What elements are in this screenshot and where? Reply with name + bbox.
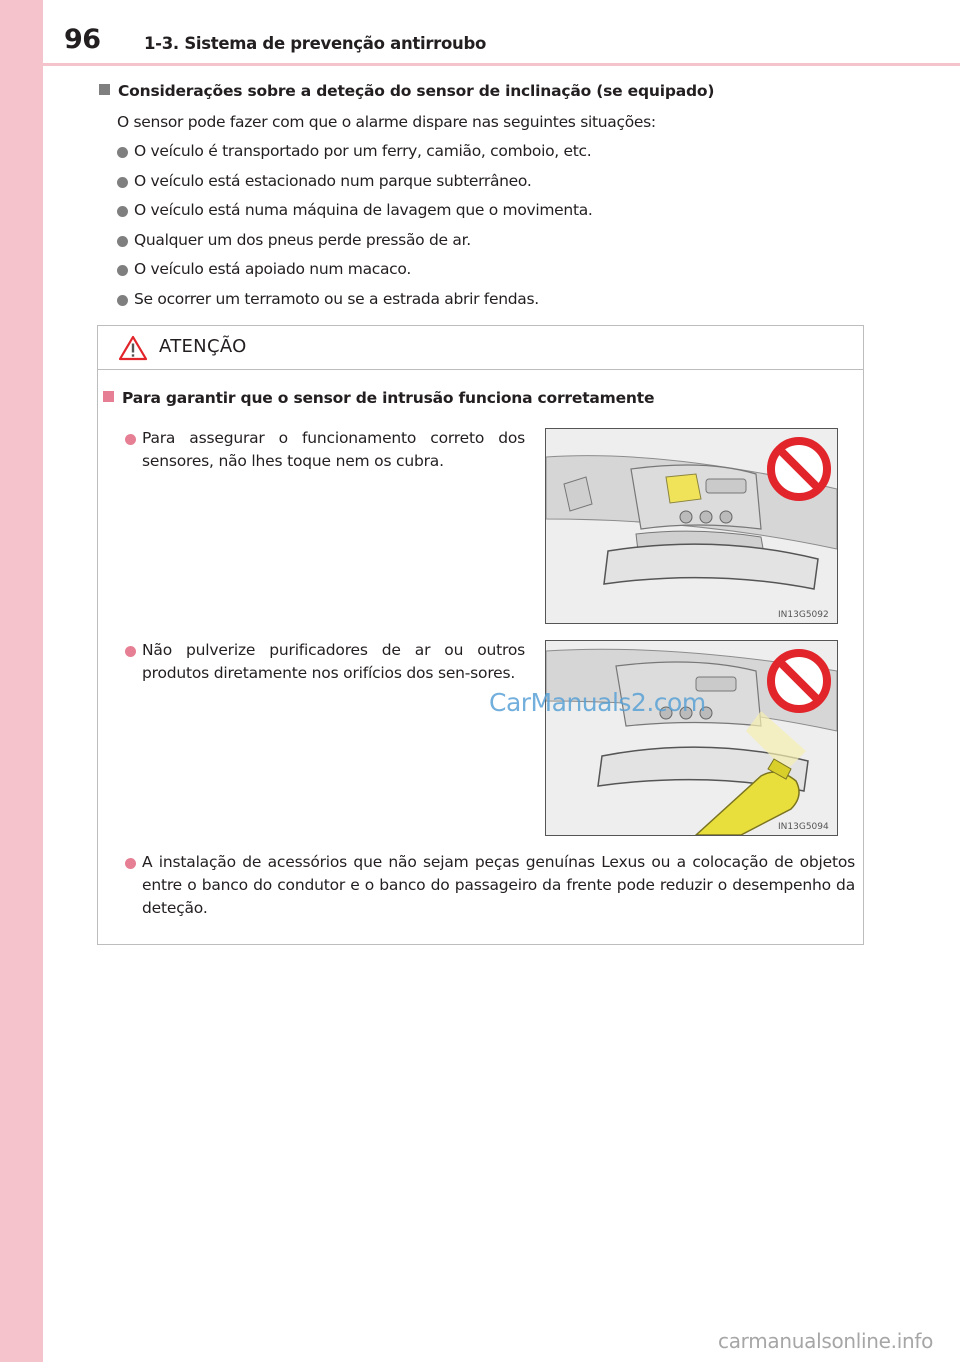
warning-item (125, 639, 525, 685)
warning-item (125, 851, 855, 920)
round-bullet-icon (117, 177, 128, 188)
list-item (117, 172, 593, 202)
situation-list (117, 142, 593, 319)
warning-header (98, 326, 863, 370)
tilt-sensor-heading (99, 82, 714, 100)
round-bullet-icon (125, 646, 136, 657)
tilt-sensor-heading-text: Considerações sobre a deteção do sensor de inclinação (se equipado) (118, 82, 715, 100)
list-item-text: O veículo está apoiado num macaco. (134, 260, 411, 278)
round-bullet-icon (117, 265, 128, 276)
spray-warning-illustration (545, 640, 838, 836)
list-item (117, 260, 593, 290)
illustration-code: IN13G5092 (778, 610, 829, 620)
overlay-watermark: CarManuals2.com (489, 688, 706, 717)
round-bullet-icon (117, 147, 128, 158)
section-title: 1-3. Sistema de prevenção antirroubo (144, 34, 487, 53)
list-item (117, 142, 593, 172)
list-item (117, 290, 593, 320)
list-item (117, 231, 593, 261)
warning-subheading (103, 389, 654, 407)
square-bullet-icon (103, 391, 114, 402)
list-item-text: Qualquer um dos pneus perde pressão de ar. (134, 230, 471, 249)
round-bullet-icon (117, 206, 128, 217)
round-bullet-icon (117, 295, 128, 306)
round-bullet-icon (125, 434, 136, 445)
page-number: 96 (64, 24, 101, 55)
list-item-text: Se ocorrer um terramoto ou se a estrada abrir fendas. (134, 289, 539, 308)
warning-label: ATENÇÃO (159, 336, 247, 357)
warning-item-text: A instalação de acessórios que não sejam peças genuínas Lexus ou a colocação de objetos entre o banco do condutor e o banco do passageiro da frente pode reduzir o desempenho da deteção. (142, 853, 855, 917)
round-bullet-icon (117, 236, 128, 247)
spray-can-image (546, 641, 837, 835)
warning-subheading-text: Para garantir que o sensor de intrusão funciona corretamente (122, 389, 655, 407)
warning-box (97, 325, 864, 945)
warning-triangle-icon (118, 335, 148, 361)
list-item-text: O veículo está estacionado num parque subterrâneo. (134, 171, 532, 190)
list-item (117, 201, 593, 231)
side-color-strip (0, 0, 43, 1362)
list-item-text: O veículo está numa máquina de lavagem que o movimenta. (134, 201, 593, 219)
round-bullet-icon (125, 858, 136, 869)
square-bullet-icon (99, 84, 110, 95)
header-rule (43, 63, 960, 66)
warning-item (125, 427, 525, 473)
sensor-touch-illustration (545, 428, 838, 624)
overhead-console-image (546, 429, 837, 623)
illustration-code: IN13G5094 (778, 822, 829, 832)
list-item-text: O veículo é transportado por um ferry, camião, comboio, etc. (134, 142, 592, 160)
warning-item-text: Para assegurar o funcionamento correto dos sensores, não lhes toque nem os cubra. (142, 429, 525, 470)
footer-watermark[interactable]: carmanualsonline.info (718, 1329, 934, 1353)
warning-item-text: Não pulverize purificadores de ar ou outros produtos diretamente nos orifícios dos sen-sores. (142, 641, 525, 682)
tilt-sensor-intro: O sensor pode fazer com que o alarme dispare nas seguintes situações: (117, 113, 656, 131)
